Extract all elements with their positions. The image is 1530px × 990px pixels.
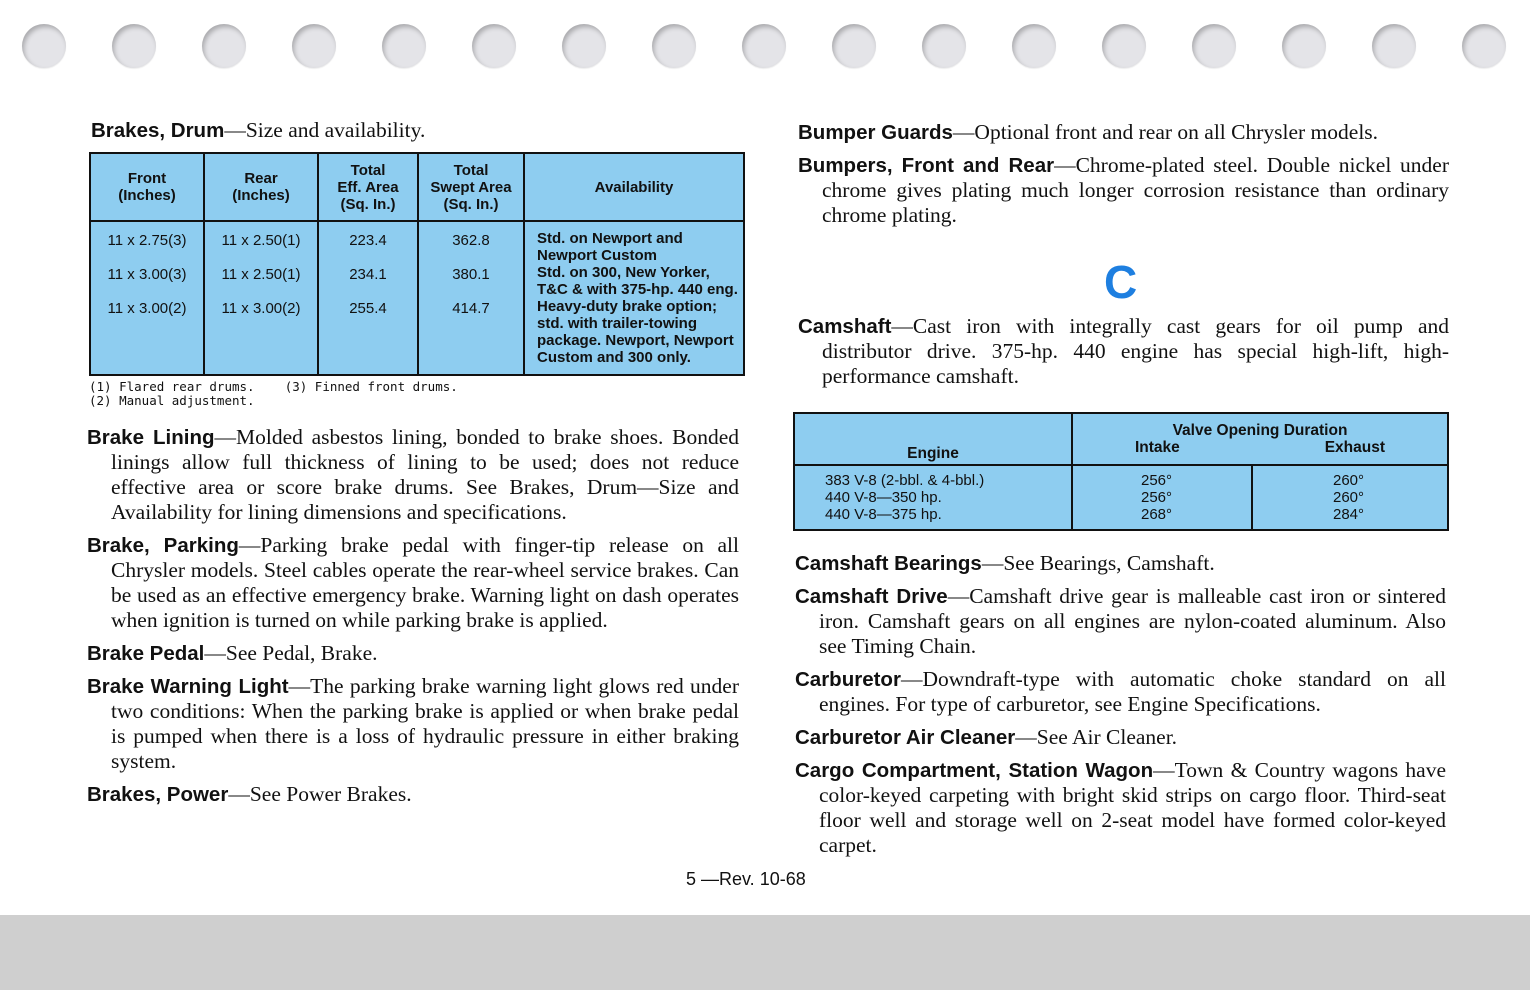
entry-brake-parking: Brake, Parking—Parking brake pedal with finger-tip release on all Chrysler models. Steel cables operate the rear-wheel service brakes. Can be used as an effective emergency brake. Warning light on dash operates when ignition is turned on while parking brake is applied.: [87, 533, 739, 632]
binder-hole: [1102, 24, 1146, 68]
header-engine: Engine: [794, 413, 1072, 465]
exhaust-column: 260° 260° 284°: [1252, 465, 1448, 530]
valve-duration-table: [793, 412, 1449, 531]
binder-hole: [202, 24, 246, 68]
table-body-row: [90, 221, 744, 375]
header-swept-area: Total Swept Area (Sq. In.): [418, 153, 524, 221]
heading-term: Brakes, Drum: [91, 119, 225, 142]
eff-area-column: 223.4 234.1 255.4: [318, 221, 418, 375]
engine-column: 383 V-8 (2-bbl. & 4-bbl.) 440 V-8—350 hp. 440 V-8—375 hp.: [794, 465, 1072, 530]
table-footnotes: [89, 380, 458, 408]
binder-hole: [1462, 24, 1506, 68]
entry-bumpers: Bumpers, Front and Rear—Chrome-plated steel. Double nickel under chrome gives plating much longer corrosion resistance than ordinary chrome plating.: [798, 153, 1449, 227]
entry-brakes-power: Brakes, Power—See Power Brakes.: [87, 782, 412, 806]
table-body-row: [794, 465, 1448, 530]
right-entries-bottom: [795, 551, 1446, 866]
header-eff-area: Total Eff. Area (Sq. In.): [318, 153, 418, 221]
entry-carburetor: Carburetor—Downdraft-type with automatic choke standard on all engines. For type of carburetor, see Engine Specifications.: [795, 667, 1446, 716]
swept-area-column: 362.8 380.1 414.7: [418, 221, 524, 375]
entry-cargo-compartment: Cargo Compartment, Station Wagon—Town & Country wagons have color-keyed carpeting with bright skid strips on cargo floor. Third-seat floor well and storage well on 2-seat model have formed color-keyed carpet.: [795, 758, 1446, 857]
entry-brake-pedal: Brake Pedal—See Pedal, Brake.: [87, 641, 378, 665]
entry-brake-warning-light: Brake Warning Light—The parking brake warning light glows red under two conditions: When the parking brake is applied or when brake pedal is pumped when there is a loss of hydraulic pressure in either braking system.: [87, 674, 739, 773]
entry-carburetor-air-cleaner: Carburetor Air Cleaner—See Air Cleaner.: [795, 725, 1178, 749]
header-rear: Rear (Inches): [204, 153, 318, 221]
binder-hole: [1012, 24, 1056, 68]
left-column-heading: [91, 118, 751, 153]
entry-camshaft-bearings: Camshaft Bearings—See Bearings, Camshaft.: [795, 551, 1215, 575]
header-availability: Availability: [524, 153, 744, 221]
binder-hole: [832, 24, 876, 68]
camshaft-block: [798, 314, 1449, 397]
binder-hole: [112, 24, 156, 68]
entry-bumper-guards: Bumper Guards—Optional front and rear on all Chrysler models.: [798, 120, 1379, 144]
binder-hole: [472, 24, 516, 68]
footnote-2: (2) Manual adjustment.: [89, 393, 255, 408]
binder-hole: [1192, 24, 1236, 68]
right-entries-top: [798, 120, 1449, 236]
binder-hole: [922, 24, 966, 68]
entry-camshaft: Camshaft—Cast iron with integrally cast gears for oil pump and distributor drive. 375-hp. 440 engine has special high-lift, high-performance camshaft.: [798, 314, 1449, 388]
footnote-3: (3) Finned front drums.: [284, 379, 458, 394]
footnote-1: (1) Flared rear drums.: [89, 379, 255, 394]
heading-desc: —Size and availability.: [224, 118, 426, 142]
section-letter: C: [1104, 256, 1138, 308]
binder-hole: [382, 24, 426, 68]
binder-hole: [1372, 24, 1416, 68]
binder-holes: [0, 24, 1530, 76]
header-exhaust: Exhaust: [1324, 439, 1385, 456]
front-column: 11 x 2.75(3) 11 x 3.00(3) 11 x 3.00(2): [90, 221, 204, 375]
rear-column: 11 x 2.50(1) 11 x 2.50(1) 11 x 3.00(2): [204, 221, 318, 375]
header-front: Front (Inches): [90, 153, 204, 221]
availability-column: Std. on Newport and Newport Custom Std. on 300, New Yorker, T&C & with 375-hp. 440 eng. Heavy-duty brake option; std. with trailer-towing package. Newport, Newport Custom and 300 only.: [524, 221, 744, 375]
binder-hole: [562, 24, 606, 68]
header-intake: Intake: [1135, 439, 1180, 456]
left-entries: [87, 425, 739, 815]
binder-hole: [22, 24, 66, 68]
binder-hole: [1282, 24, 1326, 68]
brake-drum-table: [89, 152, 745, 376]
table-header-row: [794, 413, 1448, 465]
entry-brake-lining: Brake Lining—Molded asbestos lining, bonded to brake shoes. Bonded linings allow full thickness of lining to be used; does not reduce effective area or score brake drums. See Brakes, Drum—Size and Availability for lining dimensions and specifications.: [87, 425, 739, 524]
binder-hole: [652, 24, 696, 68]
header-valve-duration: Valve Opening Duration Intake Exhaust: [1072, 413, 1448, 465]
table-header-row: [90, 153, 744, 221]
binder-hole: [292, 24, 336, 68]
binder-hole: [742, 24, 786, 68]
page-number: 5 —Rev. 10-68: [686, 869, 806, 889]
intake-column: 256° 256° 268°: [1072, 465, 1252, 530]
entry-camshaft-drive: Camshaft Drive—Camshaft drive gear is malleable cast iron or sintered iron. Camshaft gears on all engines are nylon-coated aluminum. Also see Timing Chain.: [795, 584, 1446, 658]
page-bottom-band: [0, 915, 1530, 990]
brakes-drum-heading: [91, 118, 751, 143]
